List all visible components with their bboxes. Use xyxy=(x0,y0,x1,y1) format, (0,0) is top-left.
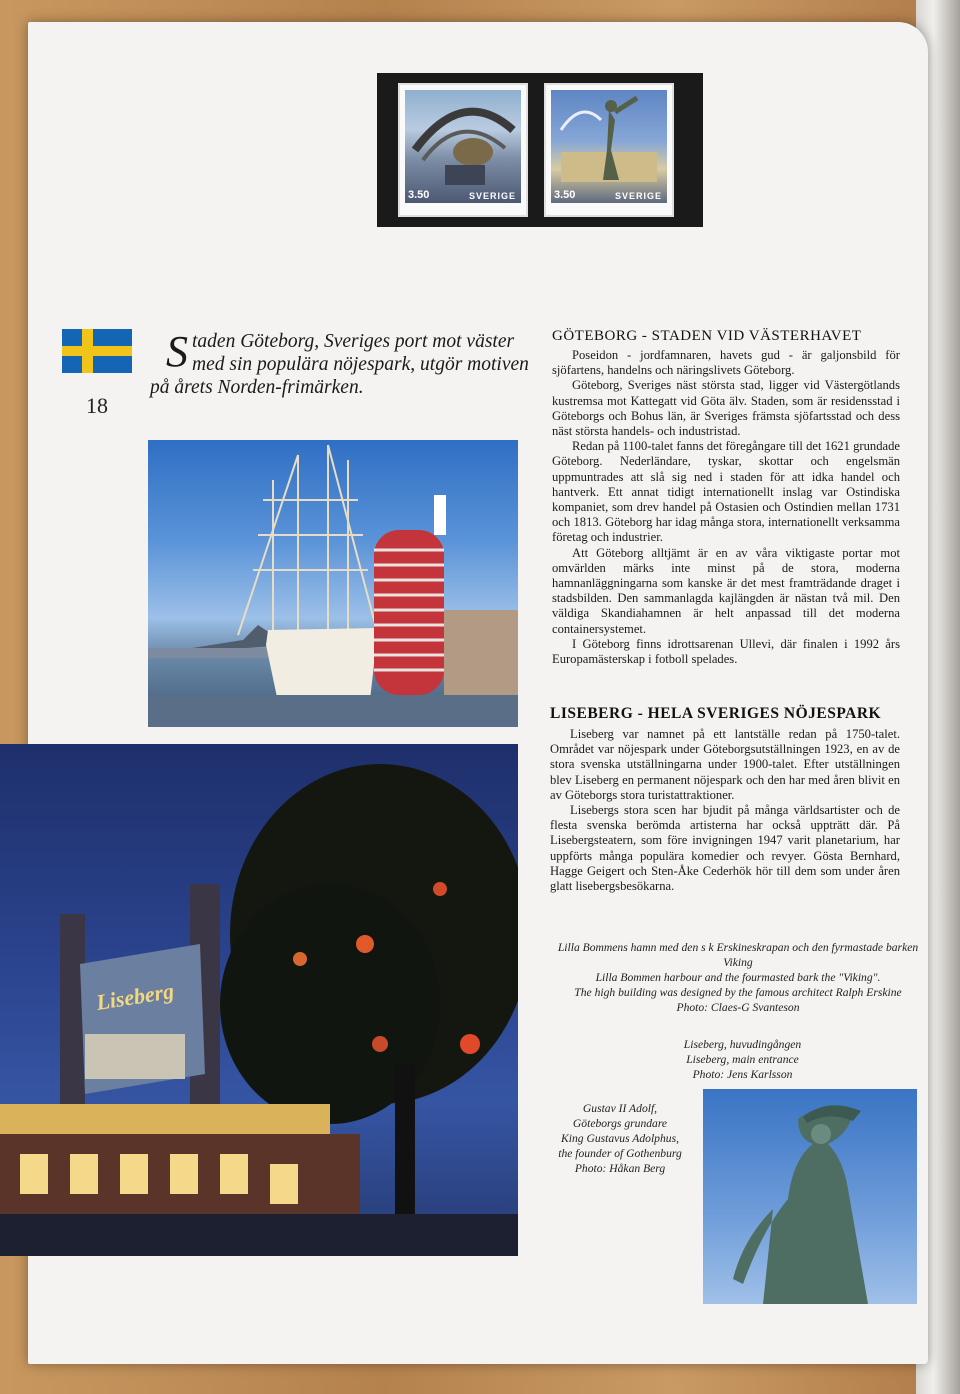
stamp-poseidon xyxy=(544,83,674,217)
caption-line: Lilla Bommens hamn med den s k Erskineskrapan och den fyrmastade barken Viking xyxy=(557,941,919,969)
liseberg-entrance-photo xyxy=(0,744,518,1256)
section-heading-liseberg: LISEBERG - HELA SVERIGES NÖJESPARK xyxy=(550,705,882,722)
caption-statue xyxy=(540,1101,700,1176)
paragraph: Poseidon - jordfamnaren, havets gud - är galjonsbild för sjöfartens, handelns och näringslivets Göteborg. xyxy=(552,348,900,378)
paragraph: I Göteborg finns idrottsarenan Ullevi, där finalen i 1992 års Europamästerskap i fotboll spelades. xyxy=(552,636,900,667)
stamp-value: 3.50 xyxy=(408,189,430,201)
stamp-country: SVERIGE xyxy=(614,191,662,201)
paragraph: Redan på 1100-talet fanns det föregångare till det 1621 grundade Göteborg. Nederländare, tyskar, skottar och engelsmän uppmuntrades att slå sig ned i staden för att idka handel och hantverk. Ett annat tidigt internationellt inslag var Ostindiska kompaniet, som drev handel på Ostasien och Ostindien mellan 1731 och 1813. Göteborg har idag många stora, internationellt verksamma företag och industrier. xyxy=(552,439,900,545)
caption-line: Photo: Claes-G Svanteson xyxy=(676,1001,800,1014)
paragraph: Lisebergs stora scen har bjudit på många världsartister och de flesta svenska berömda artisterna har också uppträtt där. På Lisebergsteatern, som före invigningen 1947 varit planetarium, har uppförts många populära komedier och revyer. Gösta Bernhard, Hagge Geigert och Sten-Åke Cederhök hör till dem som under åren glatt lisebergsbesökarna. xyxy=(550,803,900,894)
intro-text xyxy=(150,327,530,399)
caption-line: Liseberg, huvudingången xyxy=(683,1038,802,1051)
stamp-lilla-bommen xyxy=(398,83,528,217)
swedish-flag-icon xyxy=(62,329,132,373)
caption-line: Liseberg, main entrance xyxy=(686,1053,799,1066)
ship-figure-art xyxy=(405,90,521,203)
intro-body: taden Göteborg, Sveriges port mot väster med sin populära nöjespark, utgör motiven på årets Norden-frimärken. xyxy=(150,331,529,398)
page-number: 18 xyxy=(86,393,108,418)
stamp-value: 3.50 xyxy=(554,189,576,201)
harbour-photo xyxy=(148,440,518,727)
stamp-mount xyxy=(377,73,703,227)
paragraph: Liseberg var namnet på ett lantställe redan på 1750-talet. Området var nöjespark under Göteborgsutställningen 1923, en av de stora svenska utställningarna under 1900-talet. Efter utställningen blev Liseberg en permanent nöjespark och den har med åren blivit en av Göteborgs stora turistattraktioner. xyxy=(550,727,900,802)
poseidon-statue-art xyxy=(551,90,667,203)
stamp-country: SVERIGE xyxy=(468,191,516,201)
caption-liseberg xyxy=(655,1037,830,1082)
section-body-liseberg xyxy=(550,727,900,894)
caption-line: Göteborgs grundare xyxy=(572,1117,668,1130)
section-heading-goteborg: GÖTEBORG - STADEN VID VÄSTERHAVET xyxy=(552,328,862,344)
section-body-goteborg xyxy=(552,348,900,667)
caption-line: Photo: Håkan Berg xyxy=(574,1162,666,1175)
paragraph: Att Göteborg alltjämt är en av våra viktigaste portar mot omvärlden märks inte minst på de stora, moderna hamnanläggningarna som kanske är det mest framträdande draget i stadsbilden. Den sammanlagda kajlängden är nästan två mil. Den väldiga Skandiahamnen är helt anpassad till det moderna containersystemet. xyxy=(552,545,900,636)
caption-line: Lilla Bommen harbour and the fourmasted bark the "Viking". xyxy=(595,971,881,984)
caption-line: The high building was designed by the famous architect Ralph Erskine xyxy=(574,986,902,999)
drop-cap: S xyxy=(166,327,188,376)
caption-line: King Gustavus Adolphus, xyxy=(561,1132,679,1145)
caption-harbour xyxy=(548,940,928,1015)
caption-line: Gustav II Adolf, xyxy=(582,1102,658,1115)
gustav-adolf-statue-photo xyxy=(703,1089,917,1304)
liseberg-sign-text: Liseberg xyxy=(94,978,176,1015)
paragraph: Göteborg, Sveriges näst största stad, ligger vid Västergötlands kustremsa mot Kattegatt vid Göta älv. Staden, som är residensstad i Göteborgs och Bohus län, är Sveriges främsta sjöfartsstad och dess näst största handels- och industristad. xyxy=(552,378,900,439)
caption-line: the founder of Gothenburg xyxy=(558,1147,682,1160)
caption-line: Photo: Jens Karlsson xyxy=(692,1068,793,1081)
